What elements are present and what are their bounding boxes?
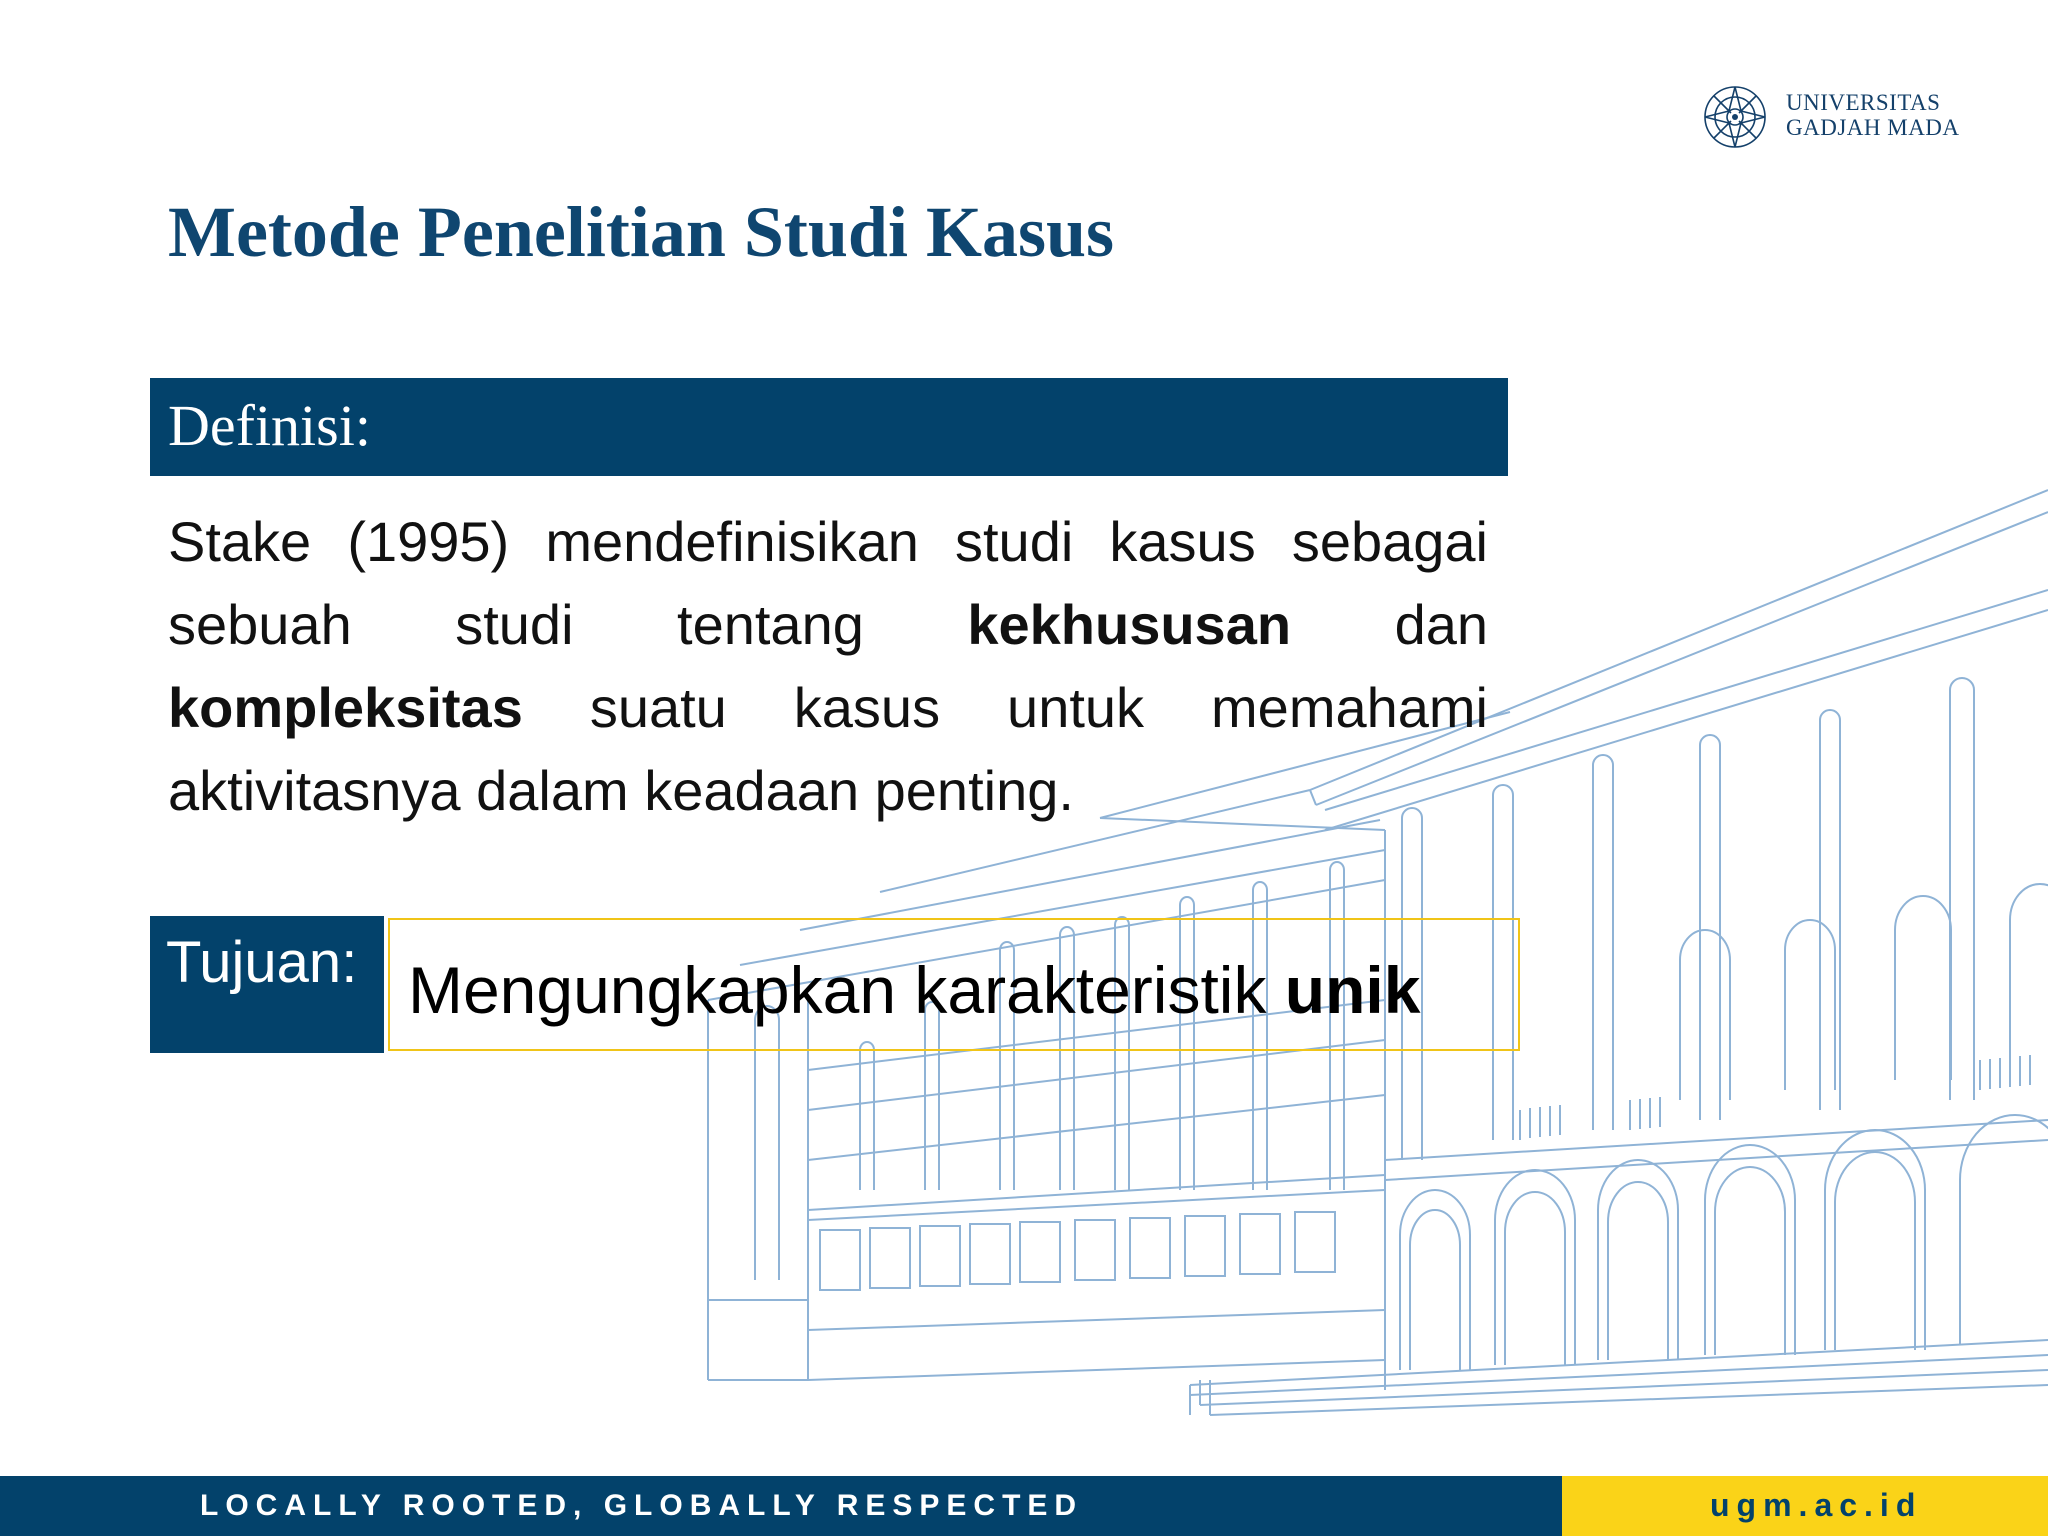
university-logo — [1700, 82, 1960, 152]
logo-line-2: GADJAH MADA — [1786, 115, 1960, 140]
logo-line-1: UNIVERSITAS — [1786, 90, 1941, 115]
goal-box — [388, 918, 1520, 1051]
definition-label: Definisi: — [168, 393, 371, 458]
goal-text — [408, 952, 1420, 1028]
footer-site-link: ugm.ac.id — [1710, 1487, 1923, 1523]
definition-text-part: Stake (1995) mendefinisikan studi kasus sebagai sebuah studi tentang — [168, 510, 1488, 656]
ugm-emblem-icon — [1700, 82, 1770, 152]
footer-site-bar — [1562, 1476, 2048, 1536]
definition-header — [150, 378, 1508, 476]
definition-emphasis-kompleksitas: kompleksitas — [168, 676, 523, 739]
goal-text-main: Mengungkapkan karakteristik — [408, 953, 1285, 1027]
footer-tagline: LOCALLY ROOTED, GLOBALLY RESPECTED — [200, 1489, 1084, 1522]
definition-text-part: dan — [1291, 593, 1488, 656]
definition-text — [168, 500, 1488, 832]
slide-title: Metode Penelitian Studi Kasus — [168, 192, 1115, 272]
goal-label: Tujuan: — [166, 930, 358, 995]
definition-text-part: suatu kasus untuk memahami aktivitasnya dalam keadaan penting. — [168, 676, 1488, 822]
definition-emphasis-kekhususan: kekhususan — [967, 593, 1292, 656]
goal-emphasis: unik — [1284, 953, 1421, 1027]
footer-bar — [0, 1476, 1562, 1536]
goal-header — [150, 916, 384, 1053]
logo-wordmark — [1786, 90, 1960, 140]
